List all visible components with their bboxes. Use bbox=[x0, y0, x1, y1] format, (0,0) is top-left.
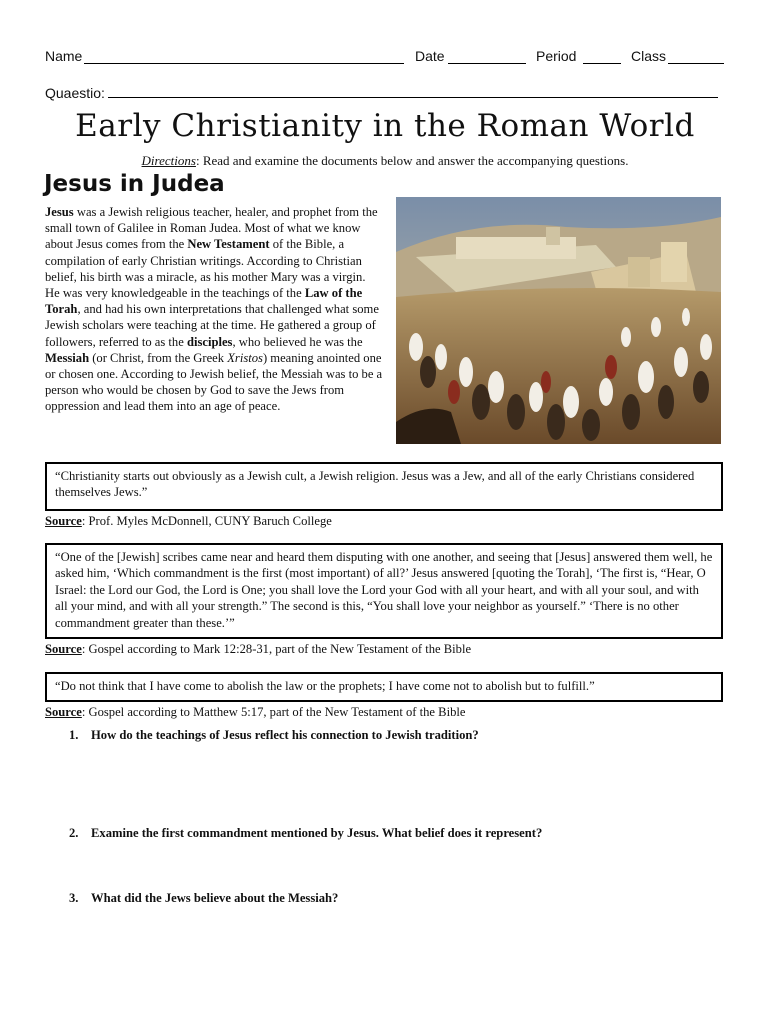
quote-text-3: “Do not think that I have come to abolish the law or the prophets; I have come not to abolish but to fulfill.” bbox=[55, 679, 595, 693]
paragraph-run: disciples bbox=[186, 334, 233, 349]
source-label-1: Source bbox=[45, 514, 82, 528]
paragraph-run: was a Jewish religious teacher, healer, and prophet from the small town of Galilee in Roman Judea. Most of what we know about Jesus comes from the bbox=[45, 205, 378, 252]
quote-text-1: “Christianity starts out obviously as a Jewish cult, a Jewish religion. Jesus was a Jew, and all of the early Christians considered themselves Jews.” bbox=[55, 469, 695, 500]
source-2 bbox=[45, 642, 471, 657]
class-label: Class bbox=[631, 48, 667, 64]
period-label: Period bbox=[536, 48, 577, 64]
quaestio-label: Quaestio: bbox=[45, 85, 105, 101]
period-field[interactable] bbox=[583, 63, 621, 64]
section-heading: Jesus in Judea bbox=[44, 171, 225, 197]
paragraph-run: New Testament bbox=[187, 237, 270, 252]
source-label-3: Source bbox=[45, 705, 82, 719]
question-text-3: What did the Jews believe about the Messiah? bbox=[91, 891, 339, 905]
quote-text-2: “One of the [Jewish] scribes came near and heard them disputing with one another, and seeing that [Jesus] answered them well, he asked him, ‘Which commandment is the first (most important) of all?’ Jesus answered [quoting the Torah], ‘The first is, “Hear, O Israel: the Lord our God, the Lord is One; you shall love the Lord your God with all your heart, and with all your soul, and with all your mind, and with all your strength.” The second is this, “You shall love your neighbor as yourself.” ‘There is no other commandment greater than these.’” bbox=[55, 550, 713, 630]
question-number-1: 1. bbox=[69, 728, 79, 742]
paragraph-run: Messiah bbox=[45, 350, 90, 365]
paragraph-run: (or Christ, from the Greek bbox=[89, 350, 228, 365]
name-field[interactable] bbox=[84, 63, 404, 64]
question-1 bbox=[69, 728, 479, 743]
question-2 bbox=[69, 826, 542, 841]
date-field[interactable] bbox=[448, 63, 526, 64]
paragraph-run: , and had his own interpretations that challenged what some Jewish scholars were teaching at the time. He gathered a group of followers, referred to as the bbox=[45, 302, 379, 349]
directions-label: Directions bbox=[141, 153, 196, 168]
paragraph-run: Xristos bbox=[227, 350, 263, 365]
question-3 bbox=[69, 891, 338, 906]
directions-text: : Read and examine the documents below and answer the accompanying questions. bbox=[195, 153, 629, 168]
page-title: Early Christianity in the Roman World bbox=[75, 108, 695, 144]
class-field[interactable] bbox=[668, 63, 724, 64]
quote-box-2 bbox=[45, 543, 723, 639]
source-text-1: : Prof. Myles McDonnell, CUNY Baruch College bbox=[81, 514, 332, 528]
quaestio-field[interactable] bbox=[108, 97, 718, 98]
paragraph-run: of the Bible, a compilation of early Christian writings. According to Christian belief, his birth was a miracle, as his mother Mary was a virgin. He was very knowledgeable in the teachings of the bbox=[45, 237, 366, 301]
source-text-2: : Gospel according to Mark 12:28-31, part of the New Testament of the Bible bbox=[81, 642, 472, 656]
directions bbox=[0, 153, 770, 169]
jerusalem-crowd-illustration bbox=[396, 197, 721, 444]
source-3 bbox=[45, 705, 465, 720]
source-1 bbox=[45, 514, 332, 529]
section-paragraph bbox=[45, 204, 383, 415]
paragraph-run: Jesus bbox=[45, 205, 74, 219]
name-label: Name bbox=[45, 48, 83, 64]
date-label: Date bbox=[415, 48, 445, 64]
source-label-2: Source bbox=[45, 642, 82, 656]
question-text-1: How do the teachings of Jesus reflect his connection to Jewish tradition? bbox=[91, 728, 479, 742]
question-number-2: 2. bbox=[69, 826, 79, 840]
source-text-3: : Gospel according to Matthew 5:17, part of the New Testament of the Bible bbox=[81, 705, 466, 719]
question-text-2: Examine the first commandment mentioned by Jesus. What belief does it represent? bbox=[91, 826, 543, 840]
paragraph-run: ) meaning anointed one or chosen one. According to Jewish belief, the Messiah was to be a person who would be chosen by God to save the Jews from oppression and lead them into an age of peace. bbox=[45, 350, 383, 414]
paragraph-run: , who believed he was the bbox=[232, 334, 363, 349]
paragraph-run: Law of the Torah bbox=[45, 286, 363, 317]
quote-box-1 bbox=[45, 462, 723, 511]
question-number-3: 3. bbox=[69, 891, 79, 905]
quote-box-3 bbox=[45, 672, 723, 702]
